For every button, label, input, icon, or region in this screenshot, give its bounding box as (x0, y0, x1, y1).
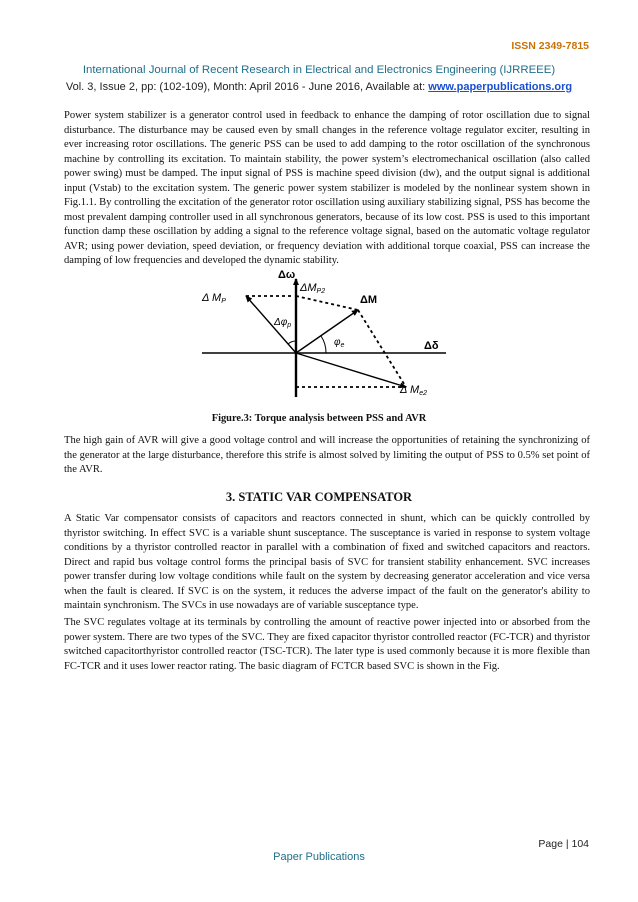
figure-caption: Figure.3: Torque analysis between PSS and AVR (211, 413, 427, 424)
torque-figure (188, 265, 468, 405)
page-number: Page | 104 (538, 838, 589, 850)
volume-text: Vol. 3, Issue 2, pp: (102-109), Month: April 2016 - June 2016, Available at: (65, 81, 429, 93)
mp-label: Δ MP (202, 292, 226, 305)
delta-omega-label: Δω (278, 269, 296, 281)
paragraph-pss: Power system stabilizer is a generator control used in feedback to enhance the damping of rotor oscillation due to signal disturbance. The disturbance may be caused even by small changes in the reference voltage regulator exciter, resulting in ever increasing rotor oscillations. The generic PSS can be used to add damping to the rotor oscillation of the synchronous machine by controlling its excitation. To maintain stability, the power system’s electromechanical oscillation (also called power swing) must be damped. The input signal of PSS is machine speed division (dw), and the output signal is additional input (Vstab) to the excitation system. The generic power system stabilizer is modeled by the nonlinear system shown in Fig.1.1. By controlling the excitation of the generator rotor oscillation using auxiliary stabilizing signal, PSS has become the most prevalent damping controller used in all synchronous generators, because of its low cost. PSS is used to this important function damp these oscillation by adding a signal to the reference voltage signal, based on the automatic voltage regulator AVR; using power deviation, speed deviation, or frequency deviation with additional torque coaxial, PSS can increase the damping of low frequencies and developed the dynamic stability. (64, 110, 590, 267)
me2-label: Δ Me2 (400, 384, 427, 397)
m-vector (296, 310, 358, 353)
issn-label: ISSN 2349-7815 (511, 40, 589, 52)
mp2-label: ΔMP2 (300, 282, 326, 295)
me2-vector (296, 353, 406, 387)
paragraph-svc: A Static Var compensator consists of capacitors and reactors connected in shunt, which can be quickly controlled by thyristor switching. In effect SVC is a variable shunt susceptance. The susceptance is varied in response to system voltage conditions by a thyristor controlled reactor in parallel with a combination of fixed and switched capacitors and reactors. Direct and rapid bus voltage control forms the principal basis of SVC for transient stability enhancement. SVC increases power transfer during low voltage conditions while fault on the system by decreasing generator acceleration and vice versa when the fault is cleared. If SVC is on the system, it reduces the adverse impact of the fault on the generator's ability to maintain synchronism. The SVCs in use nowadays are of variable susceptance type. (64, 513, 590, 612)
journal-title: International Journal of Recent Research in Electrical and Electronics Engineering (IJRREEE) (82, 64, 556, 76)
publisher-footer: Paper Publications (273, 851, 365, 863)
m-label: ΔM (360, 294, 378, 306)
phi-e-label: $\varphi_e$ (334, 337, 345, 349)
website-link[interactable]: www.paperpublications.org (428, 81, 573, 93)
phi-p-label: $\Delta\varphi_p$ (274, 317, 292, 329)
phi-p-arc (288, 341, 296, 344)
volume-line (0, 81, 638, 93)
delta-delta-label: Δδ (424, 340, 439, 352)
mp2-dashed (296, 296, 358, 310)
section-heading: 3. STATIC VAR COMPENSATOR (225, 490, 413, 504)
m-me2-dashed (358, 310, 406, 387)
paragraph-svc-types: The SVC regulates voltage at its terminals by controlling the amount of reactive power injected into or absorbed from the power system. There are two types of the SVC. They are fixed capacitor thyristor controlled reactor (FC-TCR) and thyristor switched capacitorthyristor controlled reactor (TSC-TCR). The later type is used commonly because it is more flexible than FC-TCR and it uses lower reactor rating. The basic diagram of FCTCR based SVC is shown in the Fig. (64, 617, 590, 672)
phi-e-arc (321, 336, 326, 353)
paragraph-avr: The high gain of AVR will give a good voltage control and will increase the opportunities of retaining the synchronizing of the generator at the large disturbance, therefore this strife is almost solved by limiting the output of PSS to 0.5% set point of the AVR. (64, 435, 590, 476)
